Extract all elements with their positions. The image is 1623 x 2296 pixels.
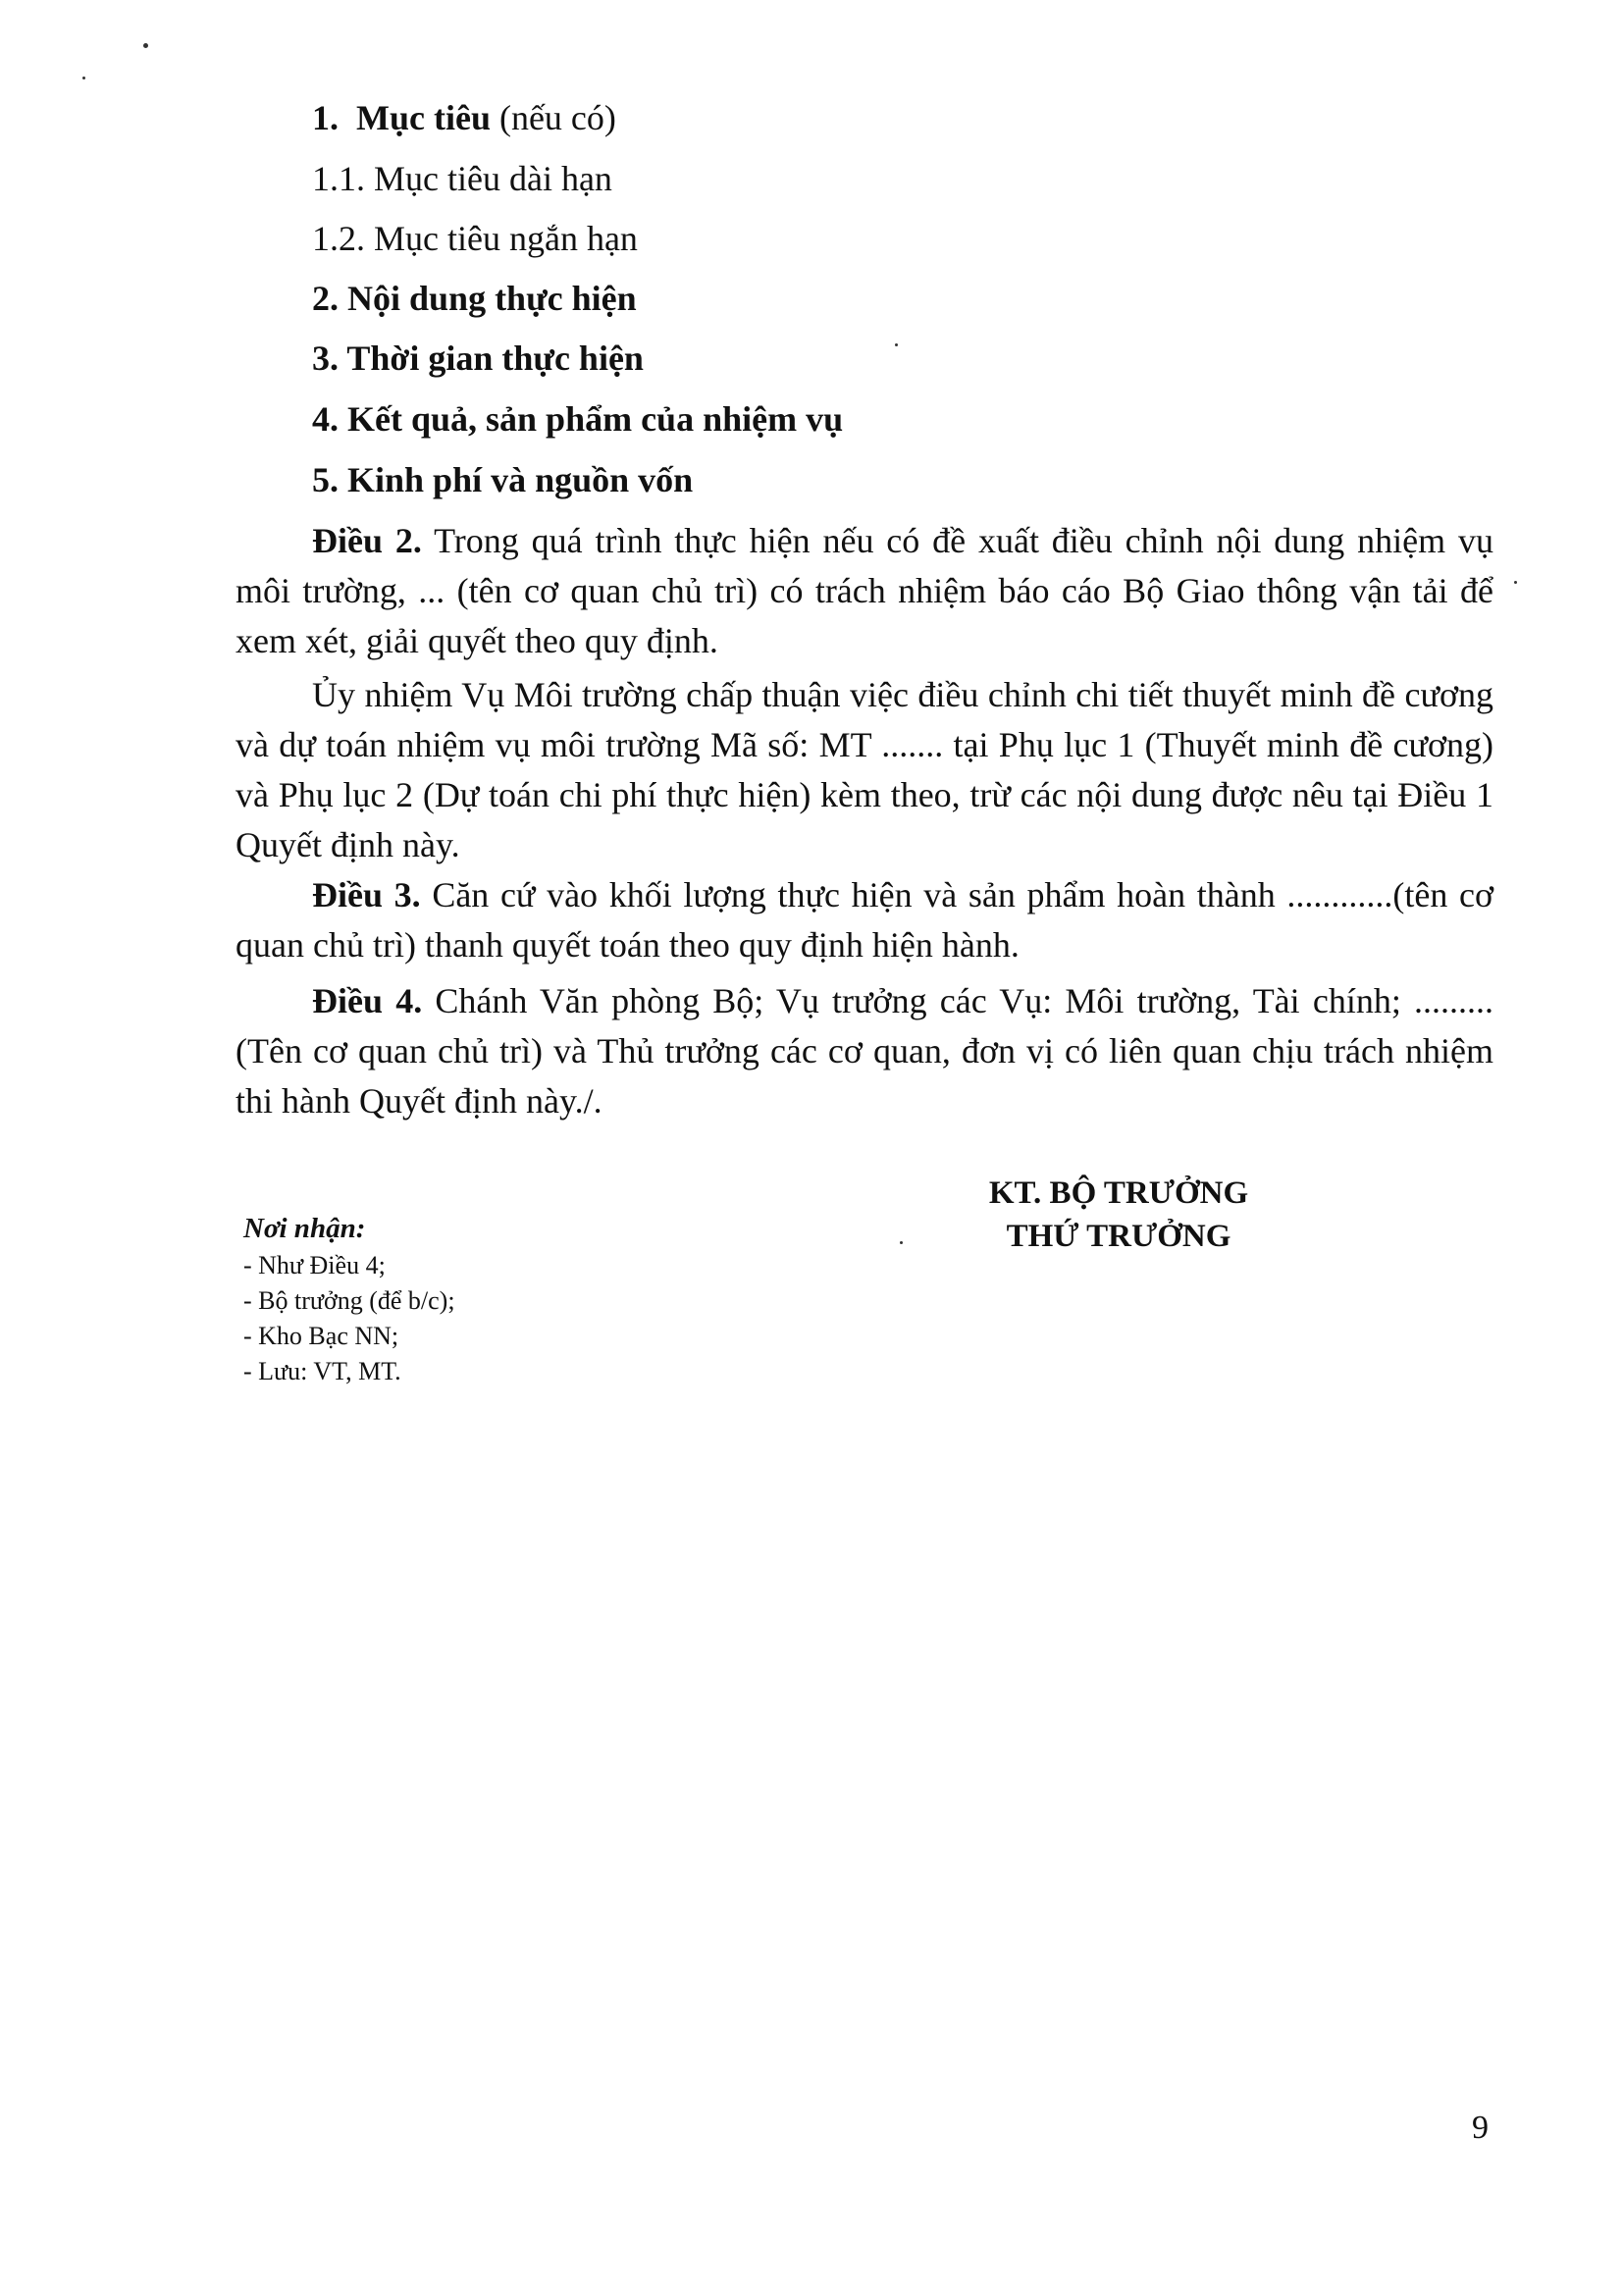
article-4-label: Điều 4. xyxy=(312,981,423,1020)
outline-item-1-number: 1. xyxy=(312,98,339,137)
page-number: 9 xyxy=(1472,2110,1489,2146)
scan-speck xyxy=(82,77,85,79)
recipient-item: - Kho Bạc NN; xyxy=(243,1322,399,1350)
article-3-text: Căn cứ vào khối lượng thực hiện và sản phẩm hoàn thành ............(tên cơ quan chủ trì) thanh quyết toán theo quy định hiện hành. xyxy=(236,875,1494,965)
signature-title-2: THỨ TRƯỞNG xyxy=(1006,1219,1231,1254)
outline-item-1-2: 1.2. Mục tiêu ngắn hạn xyxy=(312,219,638,258)
article-2 xyxy=(236,516,1493,666)
scan-speck xyxy=(895,343,898,346)
outline-item-1 xyxy=(312,96,616,139)
recipient-item: - Lưu: VT, MT. xyxy=(243,1357,401,1385)
delegation-paragraph: Ủy nhiệm Vụ Môi trường chấp thuận việc điều chỉnh chi tiết thuyết minh đề cương và dự toán nhiệm vụ môi trường Mã số: MT ....... tại Phụ lục 1 (Thuyết minh đề cương) và Phụ lục 2 (Dự toán chi phí thực hiện) kèm theo, trừ các nội dung được nêu tại Điều 1 Quyết định này. xyxy=(236,675,1493,864)
recipient-item: - Như Điều 4; xyxy=(243,1251,386,1279)
outline-item-3: 3. Thời gian thực hiện xyxy=(312,339,644,378)
outline-item-5: 5. Kinh phí và nguồn vốn xyxy=(312,460,694,499)
outline-item-1-title: Mục tiêu xyxy=(356,98,491,137)
article-2-text: Trong quá trình thực hiện nếu có đề xuất điều chỉnh nội dung nhiệm vụ môi trường, ... (tên cơ quan chủ trì) có trách nhiệm báo cáo Bộ Giao thông vận tải để xem xét, giải quyết theo quy định. xyxy=(236,521,1493,660)
outline-item-4: 4. Kết quả, sản phẩm của nhiệm vụ xyxy=(312,399,844,439)
article-4 xyxy=(236,976,1493,1126)
recipient-item: - Bộ trưởng (để b/c); xyxy=(243,1286,455,1315)
scan-speck xyxy=(1514,581,1517,584)
recipients-block xyxy=(243,1209,455,1389)
article-3 xyxy=(236,870,1493,970)
article-3-label: Điều 3. xyxy=(312,875,421,914)
outline-item-1-1: 1.1. Mục tiêu dài hạn xyxy=(312,159,612,198)
article-4-text: Chánh Văn phòng Bộ; Vụ trưởng các Vụ: Môi trường, Tài chính; .........(Tên cơ quan chủ trì) và Thủ trưởng các cơ quan, đơn vị có liên quan chịu trách nhiệm thi hành Quyết định này./. xyxy=(236,981,1494,1121)
article-2-label: Điều 2. xyxy=(312,521,422,560)
recipients-title: Nơi nhận: xyxy=(243,1213,366,1244)
signature-block xyxy=(942,1172,1295,1258)
scan-speck xyxy=(143,43,148,48)
outline-item-2: 2. Nội dung thực hiện xyxy=(312,279,637,318)
outline-item-1-note: (nếu có) xyxy=(498,98,616,137)
scan-speck xyxy=(900,1241,903,1244)
signature-title-1: KT. BỘ TRƯỞNG xyxy=(988,1175,1249,1211)
